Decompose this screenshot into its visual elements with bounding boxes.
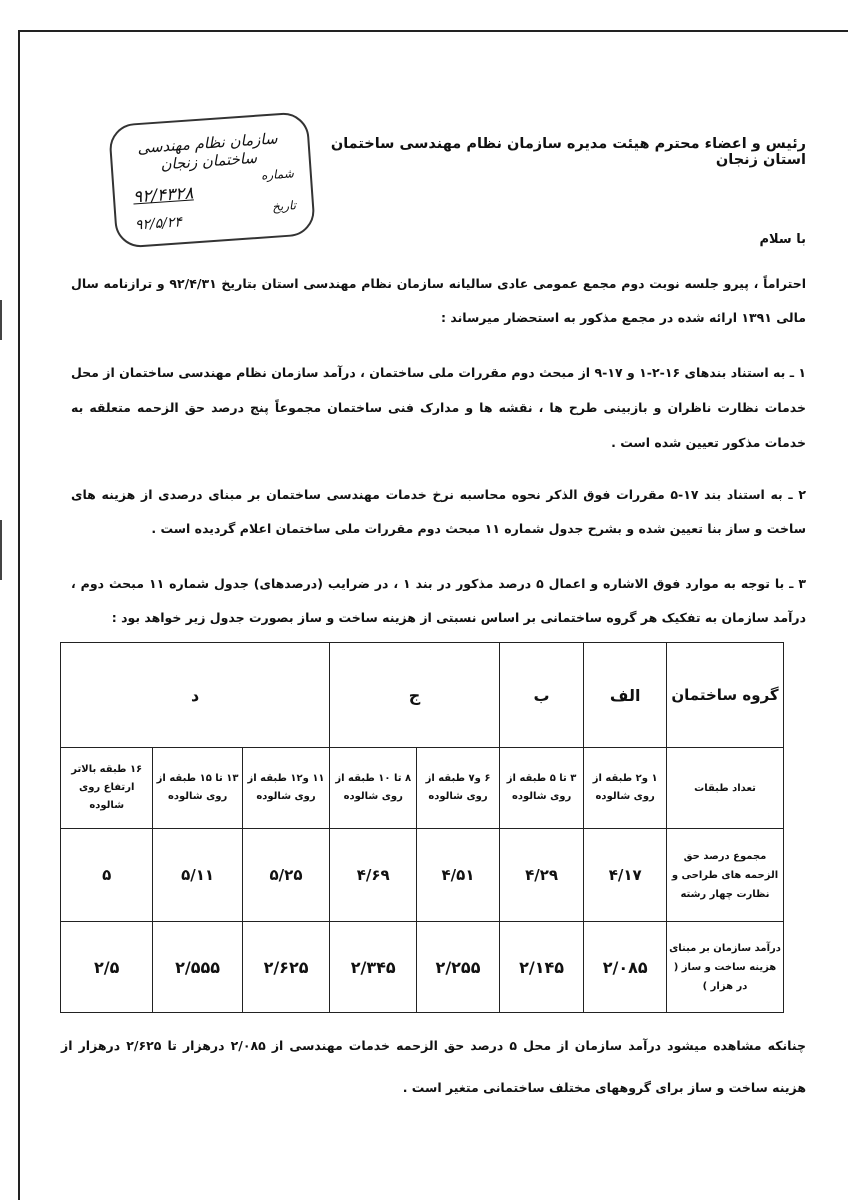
stamp-number-label: شماره <box>260 166 295 183</box>
intro-paragraph: احتراماً ، پیرو جلسه نوبت دوم مجمع عمومی عادی سالیانه سازمان نظام مهندسی استان بتاریخ ۹۲/۴/۳۱ و ترازنامه سال مالی ۱۳۹۱ ارائه شده در مجمع مذکور به استحضار میرساند : <box>71 276 806 325</box>
income-cell: ۲/۶۲۵ <box>242 922 329 1013</box>
percent-cell: ۴/۶۹ <box>330 829 417 922</box>
income-cell: ۲/۱۴۵ <box>499 922 584 1013</box>
percent-cell: ۵/۲۵ <box>242 829 329 922</box>
income-cell: ۲/۰۸۵ <box>584 922 667 1013</box>
percent-cell: ۵ <box>61 829 153 922</box>
income-cell: ۲/۲۵۵ <box>417 922 500 1013</box>
percent-cell: ۴/۵۱ <box>417 829 500 922</box>
income-cell: ۲/۵۵۵ <box>153 922 242 1013</box>
page-border-left <box>18 30 20 1200</box>
item-3-paragraph: ۳ ـ با توجه به موارد فوق الاشاره و اعمال ۵ درصد مذکور در بند ۱ ، در ضرایب (درصدهای) جدول شماره ۱۱ مبحث دوم ، درآمد سازمان به تفکیک هر گروه ساختمانی بر اساس نسبتی از هزینه ساخت و ساز بصورت جدول زیر خواهد بود : <box>71 576 807 625</box>
group-dal: د <box>61 643 330 748</box>
floors-cell: ۸ تا ۱۰ طبقه از روی شالوده <box>330 748 417 829</box>
group-be: ب <box>499 643 584 748</box>
floors-cell: ۱۳ تا ۱۵ طبقه از روی شالوده <box>153 748 242 829</box>
item-2-paragraph: ۲ ـ به استناد بند ۱۷-۵ مقررات فوق الذکر نحوه محاسبه نرخ خدمات مهندسی ساختمان بر مبنای درصدی از هزینه های ساخت و ساز بنا تعیین شده و بشرح جدول شماره ۱۱ مبحث دوم مقررات ملی ساختمان اعلام گردیده است . <box>71 487 806 536</box>
floors-cell: ۱۱ و۱۲ طبقه از روی شالوده <box>242 748 329 829</box>
conclusion-paragraph: چنانکه مشاهده میشود درآمد سازمان از محل ۵ درصد حق الزحمه خدمات مهندسی از ۲/۰۸۵ درهزار تا ۲/۶۲۵ درهزار از هزینه ساخت و ساز برای گروههای مختلف ساختمانی متغیر است . <box>61 1038 806 1095</box>
percent-cell: ۴/۱۷ <box>584 829 667 922</box>
page-border-top <box>18 30 848 32</box>
percent-label-cell: مجموع درصد حق الزحمه های طراحی و نظارت چهار رشته <box>667 829 784 922</box>
stamp-organization: سازمان نظام مهندسی ساختمان زنجان <box>136 129 279 174</box>
scan-edge-mark <box>0 300 2 340</box>
floors-cell: ۱ و۲ طبقه از روی شالوده <box>584 748 667 829</box>
registration-stamp <box>108 111 316 249</box>
percent-cell: ۵/۱۱ <box>153 829 242 922</box>
letter-recipient-title: رئیس و اعضاء محترم هیئت مدیره سازمان نظام مهندسی ساختمان استان زنجان <box>330 136 806 168</box>
fee-percentage-table <box>60 642 784 1013</box>
floors-cell: ۶ و۷ طبقه از روی شالوده <box>417 748 500 829</box>
group-jim: ج <box>330 643 500 748</box>
table-row-floors <box>61 748 784 829</box>
greeting: با سلام <box>759 232 806 247</box>
table-row-income <box>61 922 784 1013</box>
income-cell: ۲/۳۴۵ <box>330 922 417 1013</box>
floors-label-cell: تعداد طبقات <box>667 748 784 829</box>
percent-cell: ۴/۲۹ <box>499 829 584 922</box>
table-row-percent <box>61 829 784 922</box>
scan-edge-mark <box>0 520 2 580</box>
stamp-date-label: تاریخ <box>271 198 297 214</box>
table-row-groups <box>61 643 784 748</box>
item-1-paragraph: ۱ ـ به استناد بندهای ۱۶-۲-۱ و ۱۷-۹ از مبحث دوم مقررات ملی ساختمان ، درآمد سازمان نظام مهندسی ساختمان از محل خدمات نظارت ناظران و بازبینی طرح ها ، نقشه ها و مدارک فنی ساختمان مجموعاً پنج درصد حق الزحمه متعلقه به خدمات مذکور تعیین شده است . <box>71 365 807 450</box>
group-alef: الف <box>584 643 667 748</box>
stamp-date-value: ۹۲/۵/۲۴ <box>134 214 183 234</box>
income-label-cell: درآمد سازمان بر مبنای هزینه ساخت و ساز ( در هزار ) <box>667 922 784 1013</box>
floors-cell: ۳ تا ۵ طبقه از روی شالوده <box>499 748 584 829</box>
income-cell: ۲/۵ <box>61 922 153 1013</box>
group-header-cell: گروه ساختمان <box>667 643 784 748</box>
stamp-number-value: ۹۲/۴۳۲۸ <box>132 183 195 208</box>
floors-cell: ۱۶ طبقه بالاتر ارتفاع روی شالوده <box>61 748 153 829</box>
